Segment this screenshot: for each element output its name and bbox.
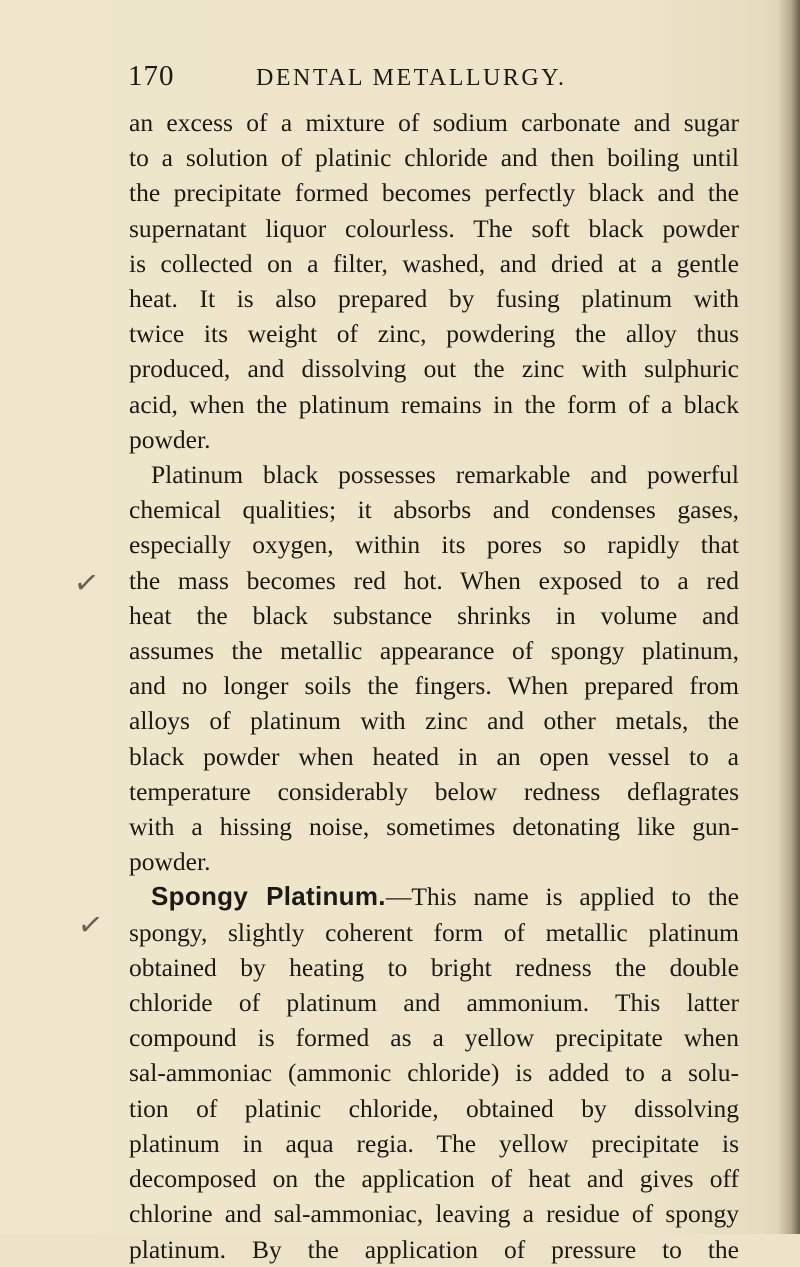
text-line: supernatant liquor colourless. The soft black powder <box>129 213 739 243</box>
page-edge-shadow <box>778 0 800 1234</box>
text-line: twice its weight of zinc, powdering the alloy thus <box>129 319 739 349</box>
text-line: obtained by heating to bright redness the double <box>129 952 739 982</box>
text-line: especially oxygen, within its pores so rapidly that <box>129 530 739 560</box>
text-line: Platinum black possesses remarkable and powerful <box>151 460 739 490</box>
text-line: sal-ammoniac (ammonic chloride) is added to a solu- <box>129 1058 739 1088</box>
paragraph <box>129 879 739 1266</box>
text-line: heat. It is also prepared by fusing platinum with <box>129 284 739 314</box>
running-head: DENTAL METALLURGY. <box>256 65 567 91</box>
pencil-check-mark: ✓ <box>71 564 102 603</box>
text-line <box>129 879 739 914</box>
text-line: chloride of platinum and ammonium. This latter <box>129 988 739 1018</box>
text-line: and no longer soils the fingers. When prepared from <box>129 671 739 701</box>
text-line: to a solution of platinic chloride and then boiling until <box>129 143 739 173</box>
text-line: acid, when the platinum remains in the form of a black <box>129 389 739 419</box>
text-line: platinum. By the application of pressure to the <box>129 1234 739 1264</box>
paragraph <box>129 105 739 457</box>
text-line: temperature considerably below redness deflagrates <box>129 776 739 806</box>
body-text <box>129 105 739 1267</box>
text-line: compound is formed as a yellow precipitate when <box>129 1023 739 1053</box>
heading-continuation: —This name is applied to the <box>385 882 739 912</box>
text-line: the mass becomes red hot. When exposed to a red <box>129 565 739 595</box>
paragraph <box>129 457 739 879</box>
text-line: assumes the metallic appearance of spongy platinum, <box>129 636 739 666</box>
text-line: spongy, slightly coherent form of metallic platinum <box>129 917 739 947</box>
text-line: an excess of a mixture of sodium carbonate and sugar <box>129 108 739 137</box>
pencil-check-mark: ✓ <box>75 906 106 945</box>
page-number: 170 <box>128 60 175 92</box>
text-line: heat the black substance shrinks in volume and <box>129 600 739 630</box>
text-line: powder. <box>129 847 211 877</box>
text-line: tion of platinic chloride, obtained by dissolving <box>129 1093 739 1123</box>
text-line: chlorine and sal-ammoniac, leaving a residue of spongy <box>129 1199 739 1229</box>
text-line: decomposed on the application of heat and gives off <box>129 1164 739 1194</box>
text-line: black powder when heated in an open vessel to a <box>129 741 739 771</box>
page-header <box>128 60 748 93</box>
text-line: alloys of platinum with zinc and other metals, the <box>129 706 739 736</box>
text-line: produced, and dissolving out the zinc with sulphuric <box>129 354 739 384</box>
text-line: the precipitate formed becomes perfectly black and the <box>129 178 739 208</box>
text-line: is collected on a filter, washed, and dried at a gentle <box>129 248 739 278</box>
text-line: powder. <box>129 424 211 454</box>
text-line: chemical qualities; it absorbs and condenses gases, <box>129 495 739 525</box>
text-line: platinum in aqua regia. The yellow precipitate is <box>129 1128 739 1158</box>
section-heading: Spongy Platinum. <box>151 881 386 912</box>
text-line: with a hissing noise, sometimes detonating like gun- <box>129 812 739 842</box>
